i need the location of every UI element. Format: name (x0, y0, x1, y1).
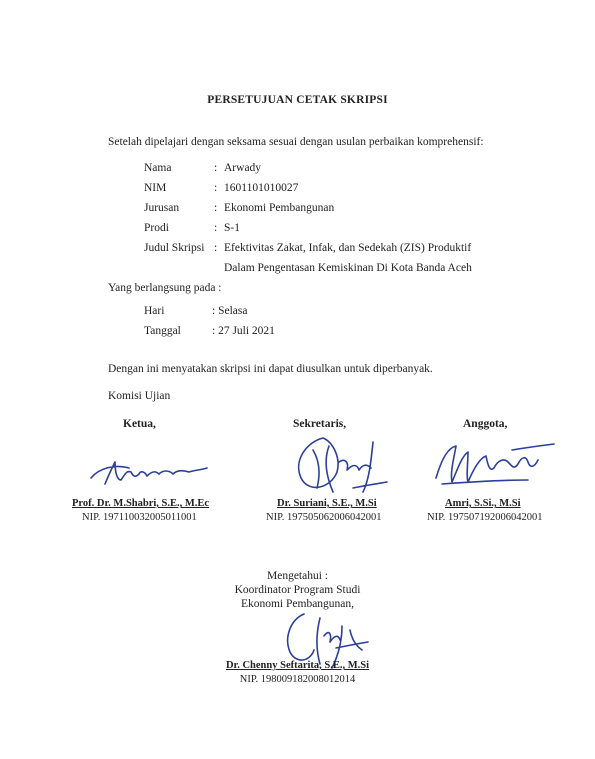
coordinator-nip: NIP. 198009182008012014 (239, 674, 356, 685)
ketua-nip: NIP. 197110032005011001 (82, 512, 197, 523)
info-label: Nama (144, 162, 172, 174)
session-label: Hari (144, 305, 165, 317)
ketua-role: Ketua, (123, 418, 156, 430)
info-colon: : (214, 162, 218, 174)
anggota-name: Amri, S.Si., M.Si (445, 498, 521, 509)
info-value: S-1 (224, 222, 240, 234)
info-label: NIM (144, 182, 167, 194)
known-by-label: Mengetahui : (267, 570, 328, 582)
document-title: PERSETUJUAN CETAK SKRIPSI (207, 94, 388, 106)
sekretaris-signature-icon (283, 432, 393, 500)
info-label: Prodi (144, 222, 169, 234)
info-value: Ekonomi Pembangunan (224, 202, 335, 214)
anggota-nip: NIP. 197507192006042001 (427, 512, 543, 523)
sekretaris-role: Sekretaris, (293, 418, 347, 430)
session-intro: Yang berlangsung pada : (108, 282, 222, 294)
sekretaris-nip: NIP. 197505062006042001 (266, 512, 382, 523)
info-colon: : (214, 222, 218, 234)
info-colon: : (214, 242, 218, 254)
study-program: Ekonomi Pembangunan, (240, 598, 355, 610)
intro-text: Setelah dipelajari dengan seksama sesuai dengan usulan perbaikan komprehensif: (108, 136, 484, 148)
sekretaris-name: Dr. Suriani, S.E., M.Si (277, 498, 377, 509)
info-value: Arwady (224, 162, 262, 174)
thesis-title-line: Dalam Pengentasan Kemiskinan Di Kota Banda Aceh (224, 262, 472, 274)
coordinator-position: Koordinator Program Studi (234, 584, 361, 596)
info-colon: : (214, 202, 218, 214)
session-value: : Selasa (212, 305, 248, 317)
thesis-title (224, 238, 494, 278)
anggota-signature-icon (428, 438, 558, 494)
info-label: Jurusan (144, 202, 180, 214)
ketua-signature-icon (85, 450, 215, 490)
info-colon: : (214, 182, 218, 194)
coordinator-name: Dr. Chenny Seftarita, S.E., M.Si (225, 660, 370, 671)
committee-label: Komisi Ujian (108, 390, 171, 402)
ketua-name: Prof. Dr. M.Shabri, S.E., M.Ec (72, 498, 210, 509)
anggota-role: Anggota, (463, 418, 508, 430)
session-value: : 27 Juli 2021 (212, 325, 275, 337)
info-label: Judul Skripsi (144, 242, 205, 254)
thesis-title-line: Efektivitas Zakat, Infak, dan Sedekah (ZIS) Produktif (224, 242, 472, 254)
statement-text: Dengan ini menyatakan skripsi ini dapat diusulkan untuk diperbanyak. (108, 363, 433, 375)
info-value: 1601101010027 (224, 182, 299, 194)
session-label: Tanggal (144, 325, 181, 337)
